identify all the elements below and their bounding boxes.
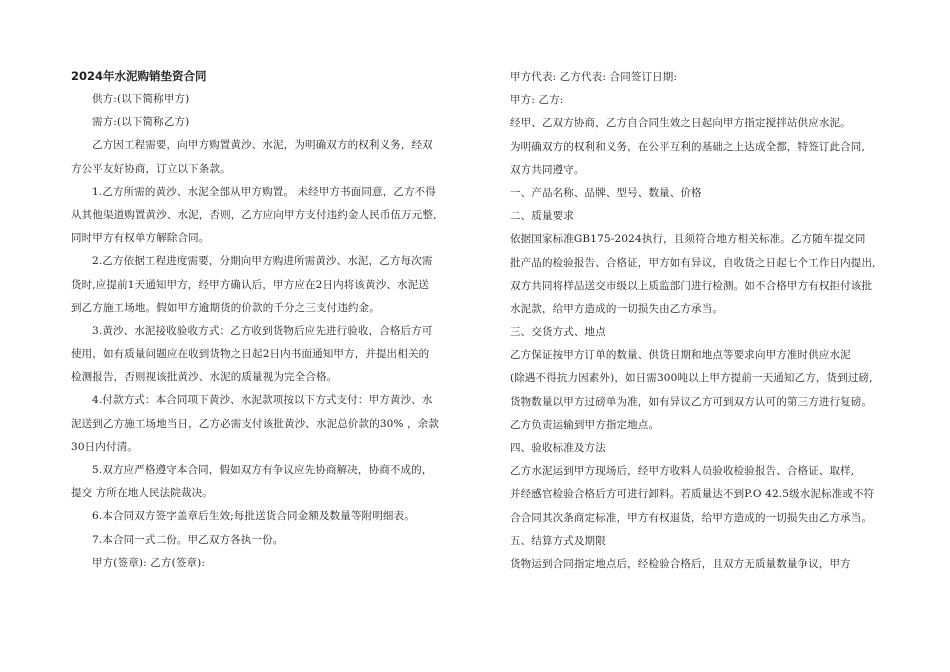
right-text-line: 四、验收标准及方法 — [510, 442, 606, 454]
left-text-line: 同时甲方有权单方解除合同。 — [71, 232, 210, 245]
left-text-line: 方公平友好协商，订立以下条款。 — [71, 162, 231, 175]
left-text-line: 2.乙方依据工程进度需要，分期向甲方购进所需黄沙、水泥，乙方每次需 — [92, 255, 433, 268]
right-text-line: 五、结算方式及期限 — [510, 534, 606, 547]
left-text-line: 6.本合同双方签字盖章后生效;每批送货合同金额及数量等附明细表。 — [92, 510, 415, 523]
right-text-line: (除遇不得抗力因素外)，如日需300吨以上甲方提前一天通知乙方，货到过磅, — [510, 372, 873, 385]
right-text-line: 甲方代表: 乙方代表: 合同签订日期: — [510, 71, 678, 83]
left-text-line: 30日内付清。 — [71, 440, 138, 453]
right-text-line: 合合同其次条商定标准，甲方有权退货，给甲方造成的一切损失由乙方承当。 — [510, 511, 873, 524]
left-text-line: 供方:(以下简称甲方) — [92, 93, 190, 105]
right-text-line: 批产品的检验报告、合格证，甲方如有异议，自收货之日起七个工作日内提出, — [510, 256, 876, 269]
left-text-line: 使用，如有质量问题应在收到货物之日起2日内书面通知甲方，并提出相关的 — [71, 348, 430, 361]
right-paragraphs — [510, 66, 876, 576]
left-paragraphs — [71, 88, 457, 575]
left-text-line: 乙方因工程需要，向甲方购置黄沙、水泥，为明确双方的权利义务，经双 — [92, 139, 433, 152]
left-text-line: 货时,应提前1天通知甲方，经甲方确认后，甲方应在2日内将该黄沙、水泥送 — [71, 278, 429, 291]
right-text-line: 为明确双方的权利和义务，在公平互利的基础之上达成全都，特签订此合同, — [510, 140, 865, 153]
left-text-line: 7.本合同一式二份。甲乙双方各执一份。 — [92, 533, 284, 546]
document-title: 2024年水泥购销垫资合同 — [71, 69, 207, 83]
right-column — [510, 66, 876, 576]
left-column — [71, 66, 457, 575]
right-text-line: 一、产品名称、品牌、型号、数量、价格 — [510, 186, 702, 199]
right-text-line: 三、交货方式、地点 — [510, 326, 606, 339]
right-text-line: 双方共同遵守。 — [510, 163, 585, 176]
right-text-line: 货物运到合同指定地点后，经检验合格后，且双方无质量数量争议，甲方 — [510, 557, 851, 570]
left-text-line: 泥送到乙方施工场地当日，乙方必需支付该批黄沙、水泥总价款的30% ，余款 — [71, 417, 440, 430]
right-text-line: 双方共同将样品送交市级以上质监部门进行检测。如不合格甲方有权拒付该批 — [510, 279, 873, 292]
left-text-line: 检测报告，否则视该批黄沙、水泥的质量视为完全合格。 — [71, 371, 338, 384]
right-text-line: 依据国家标准GB175-2024执行，且须符合地方相关标准。乙方随车提交同 — [510, 233, 866, 246]
left-text-line: 提交 方所在地人民法院裁决。 — [71, 487, 213, 500]
right-text-line: 乙方负责运输到甲方指定地点。 — [510, 418, 660, 431]
left-text-line: 甲方(签章): 乙方(签章): — [92, 556, 206, 569]
left-text-line: 需方:(以下简称乙方) — [92, 116, 190, 129]
right-text-line: 货物数量以甲方过磅单为准，如有异议乙方可到双方认可的第三方进行复磅。 — [510, 395, 873, 408]
right-text-line: 甲方: 乙方: — [510, 94, 564, 107]
right-text-line: 乙方保证按甲方订单的数量、供货日期和地点等要求向甲方准时供应水泥 — [510, 349, 851, 362]
left-text-line: 1.乙方所需的黄沙、水泥全部从甲方购置。 未经甲方书面同意，乙方不得 — [92, 185, 436, 198]
left-text-line: 4.付款方式：本合同项下黄沙、水泥款项按以下方式支付：甲方黄沙、水 — [92, 394, 433, 407]
right-text-line: 水泥款，给甲方造成的一切损失由乙方承当。 — [510, 302, 723, 315]
left-text-line: 从其他渠道购置黄沙、水泥，否则，乙方应向甲方支付违约金人民币伍万元整, — [71, 208, 437, 221]
right-text-line: 经甲、乙双方协商，乙方自合同生效之日起向甲方指定搅拌站供应水泥。 — [510, 117, 851, 130]
left-text-line: 到乙方施工场地。假如甲方逾期货的价款的千分之三支付违约金。 — [71, 301, 380, 314]
right-text-line: 二、质量要求 — [510, 210, 574, 223]
right-text-line: 乙方水泥运到甲方现场后，经甲方收料人员验收检验报告、合格证、取样, — [510, 465, 855, 478]
left-text-line: 3.黄沙、水泥接收验收方式：乙方收到货物后应先进行验收，合格后方可 — [92, 324, 433, 337]
left-text-line: 5.双方应严格遵守本合同，假如双方有争议应先协商解决，协商不成的， — [92, 464, 433, 476]
right-text-line: 并经感官检验合格后方可进行卸料。若质量达不到P.O 42.5级水泥标准或不符 — [510, 488, 875, 501]
